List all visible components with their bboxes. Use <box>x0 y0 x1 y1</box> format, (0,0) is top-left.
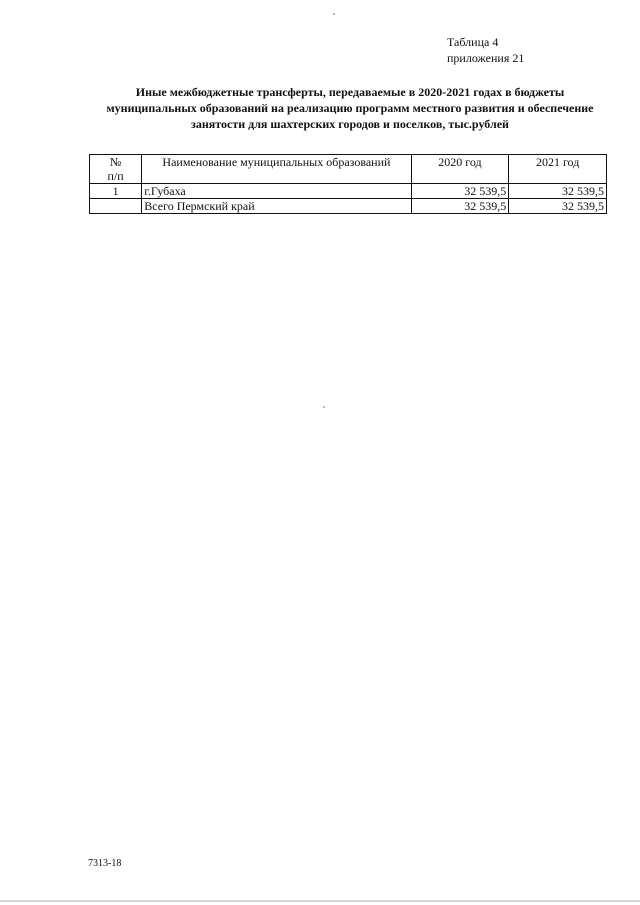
table-row <box>90 184 607 199</box>
table-header-row <box>90 155 607 184</box>
appendix-label: приложения 21 <box>447 51 525 65</box>
table-number-label: Таблица 4 <box>447 35 499 49</box>
column-header-number <box>90 155 142 184</box>
total-label: Всего Пермский край <box>142 199 411 214</box>
scan-bottom-edge <box>0 900 640 902</box>
municipality-name: г.Губаха <box>142 184 411 199</box>
title-line-1: Иные межбюджетные трансферты, передаваемые в 2020-2021 годах в бюджеты <box>135 85 565 99</box>
total-value-2020: 32 539,5 <box>411 199 509 214</box>
document-title <box>80 84 620 132</box>
total-value-2021: 32 539,5 <box>509 199 607 214</box>
title-line-2: муниципальных образований на реализацию программ местного развития и обеспечение <box>106 101 594 115</box>
column-header-name: Наименование муниципальных образований <box>142 155 411 184</box>
scan-speck <box>333 13 335 15</box>
value-2020: 32 539,5 <box>411 184 509 199</box>
title-line-3: занятости для шахтерских городов и поселков, тыс.рублей <box>191 117 509 131</box>
document-code: 7313-18 <box>88 858 122 869</box>
row-number: 1 <box>90 184 142 199</box>
column-header-number-line1: № <box>109 155 122 169</box>
row-number <box>90 199 142 214</box>
column-header-2021: 2021 год <box>509 155 607 184</box>
column-header-number-line2: п/п <box>107 169 124 183</box>
column-header-2020: 2020 год <box>411 155 509 184</box>
transfers-table <box>89 154 607 214</box>
scan-speck <box>323 406 325 408</box>
table-reference <box>447 34 524 66</box>
table-total-row <box>90 199 607 214</box>
value-2021: 32 539,5 <box>509 184 607 199</box>
